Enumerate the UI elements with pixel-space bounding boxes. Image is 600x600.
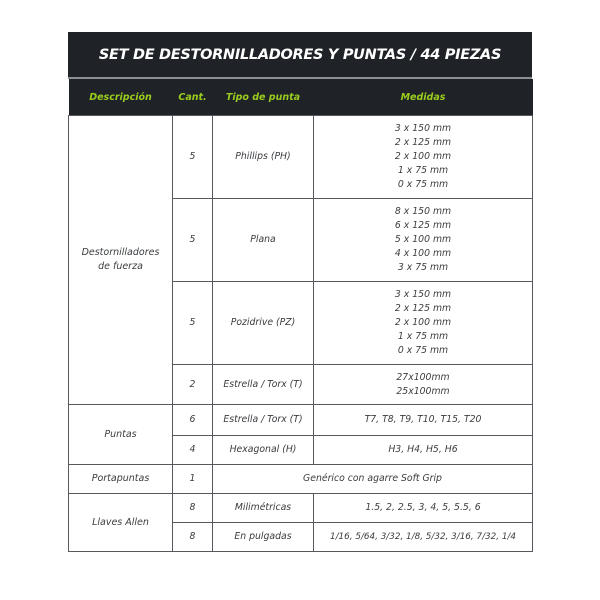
table-header-row	[69, 79, 533, 116]
group-description-bits: Puntas	[69, 405, 173, 465]
table-row	[69, 405, 533, 436]
size-value: 3 x 150 mm	[394, 123, 452, 134]
size-value: 3 x 75 mm	[397, 262, 449, 273]
sizes-cell	[314, 116, 533, 199]
column-header-description: Descripción	[69, 79, 173, 116]
tip-type-cell: Hexagonal (H)	[213, 436, 314, 465]
column-header-quantity: Cant.	[173, 79, 213, 116]
size-value: 2 x 100 mm	[394, 151, 452, 162]
quantity-cell: 8	[173, 494, 213, 523]
quantity-cell: 8	[173, 523, 213, 552]
table-row	[69, 465, 533, 494]
merged-type-sizes-cell: Genérico con agarre Soft Grip	[213, 465, 533, 494]
sizes-cell: T7, T8, T9, T10, T15, T20	[314, 405, 533, 436]
sizes-cell: 1.5, 2, 2.5, 3, 4, 5, 5.5, 6	[314, 494, 533, 523]
sizes-cell	[314, 199, 533, 282]
tip-type-cell: Pozidrive (PZ)	[213, 282, 314, 365]
size-value: 2 x 100 mm	[394, 317, 452, 328]
size-value: 6 x 125 mm	[394, 220, 452, 231]
description-line: Destornilladores	[81, 247, 160, 258]
spec-table	[68, 79, 533, 552]
tip-type-cell: En pulgadas	[213, 523, 314, 552]
tip-type-cell: Estrella / Torx (T)	[213, 365, 314, 405]
quantity-cell: 1	[173, 465, 213, 494]
sizes-cell: 1/16, 5/64, 3/32, 1/8, 5/32, 3/16, 7/32, 1/4	[314, 523, 533, 552]
tip-type-cell: Estrella / Torx (T)	[213, 405, 314, 436]
table-row	[69, 116, 533, 199]
size-value: 4 x 100 mm	[394, 248, 452, 259]
size-value: 2 x 125 mm	[394, 303, 452, 314]
column-header-tip-type: Tipo de punta	[213, 79, 314, 116]
size-value: 0 x 75 mm	[397, 345, 449, 356]
size-value: 0 x 75 mm	[397, 179, 449, 190]
quantity-cell: 5	[173, 282, 213, 365]
size-value: 8 x 150 mm	[394, 206, 452, 217]
size-value: 5 x 100 mm	[394, 234, 452, 245]
product-spec-sheet	[68, 32, 532, 552]
size-value: 1 x 75 mm	[397, 331, 449, 342]
column-header-sizes: Medidas	[314, 79, 533, 116]
group-description-bit-holder: Portapuntas	[69, 465, 173, 494]
page-title: SET DE DESTORNILLADORES Y PUNTAS / 44 PIEZAS	[98, 46, 502, 63]
size-value: 27x100mm	[396, 371, 450, 383]
description-line: de fuerza	[98, 261, 143, 272]
sizes-cell	[314, 365, 533, 405]
table-row	[69, 494, 533, 523]
size-value: 25x100mm	[396, 385, 450, 397]
size-value: 3 x 150 mm	[394, 289, 452, 300]
sizes-cell	[314, 282, 533, 365]
group-description-allen-keys: Llaves Allen	[69, 494, 173, 552]
size-value: 1 x 75 mm	[397, 165, 449, 176]
sizes-cell: H3, H4, H5, H6	[314, 436, 533, 465]
group-description-screwdrivers	[69, 116, 173, 405]
tip-type-cell: Phillips (PH)	[213, 116, 314, 199]
quantity-cell: 2	[173, 365, 213, 405]
quantity-cell: 5	[173, 199, 213, 282]
size-value: 2 x 125 mm	[394, 137, 452, 148]
tip-type-cell: Plana	[213, 199, 314, 282]
title-bar	[68, 32, 532, 79]
quantity-cell: 5	[173, 116, 213, 199]
quantity-cell: 4	[173, 436, 213, 465]
quantity-cell: 6	[173, 405, 213, 436]
tip-type-cell: Milimétricas	[213, 494, 314, 523]
